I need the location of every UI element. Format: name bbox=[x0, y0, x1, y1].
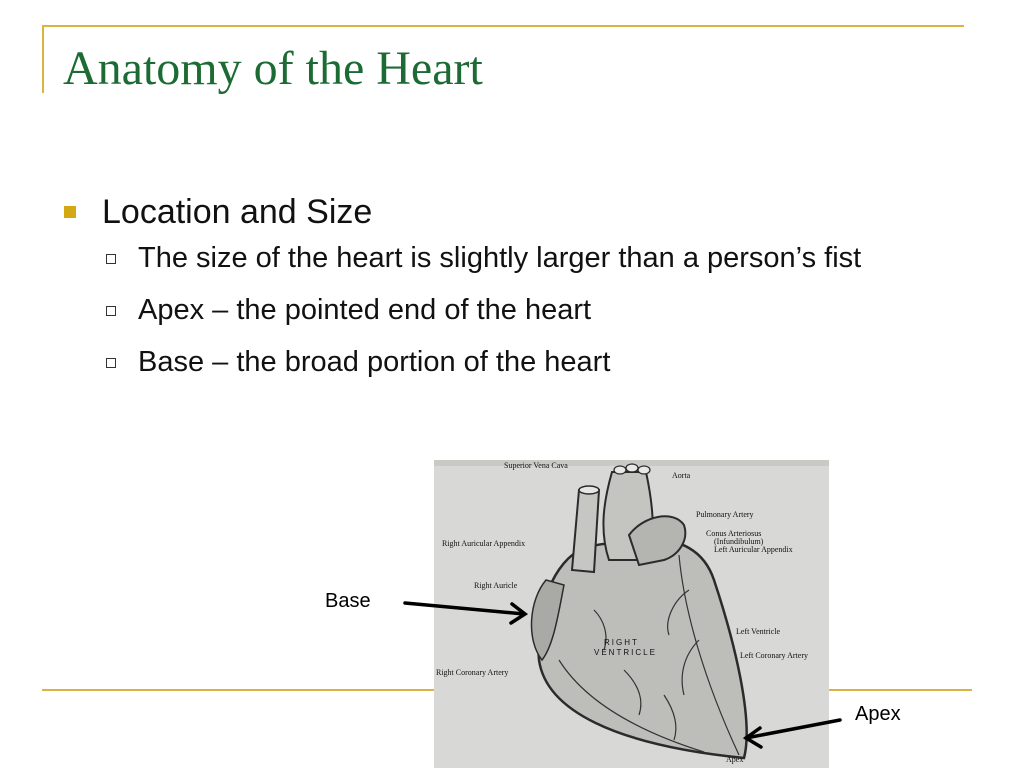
bullet-text: Location and Size bbox=[102, 193, 373, 231]
label-right: RIGHT bbox=[604, 638, 639, 647]
label-aorta: Aorta bbox=[672, 471, 691, 480]
label-superior-vena-cava: Superior Vena Cava bbox=[504, 461, 568, 470]
apex-annotation: Apex bbox=[855, 703, 901, 725]
label-left-ventricle: Left Ventricle bbox=[736, 627, 781, 636]
label-right-auricle: Right Auricle bbox=[474, 581, 518, 590]
sub-bullet-text: The size of the heart is slightly larger than a person’s fist bbox=[138, 242, 862, 274]
label-conus-arteriosus: Conus Arteriosus bbox=[706, 529, 762, 538]
base-annotation: Base bbox=[325, 590, 371, 612]
label-right-auricular-appendix: Right Auricular Appendix bbox=[442, 539, 526, 548]
slide-title: Anatomy of the Heart bbox=[63, 42, 483, 95]
label-left-auricular-appendix: Left Auricular Appendix bbox=[714, 545, 793, 554]
sub-bullet-text: Base – the broad portion of the heart bbox=[138, 346, 611, 378]
label-pulmonary-artery: Pulmonary Artery bbox=[696, 510, 754, 519]
sub-bullet-text: Apex – the pointed end of the heart bbox=[138, 294, 592, 326]
label-apex: Apex bbox=[726, 755, 744, 764]
base-arrow bbox=[405, 603, 524, 614]
label-left-coronary-artery: Left Coronary Artery bbox=[740, 651, 808, 660]
label-infundibulum: (Infundibulum) bbox=[714, 537, 764, 546]
label-ventricle: VENTRICLE bbox=[594, 648, 657, 657]
label-right-coronary-artery: Right Coronary Artery bbox=[436, 668, 509, 677]
